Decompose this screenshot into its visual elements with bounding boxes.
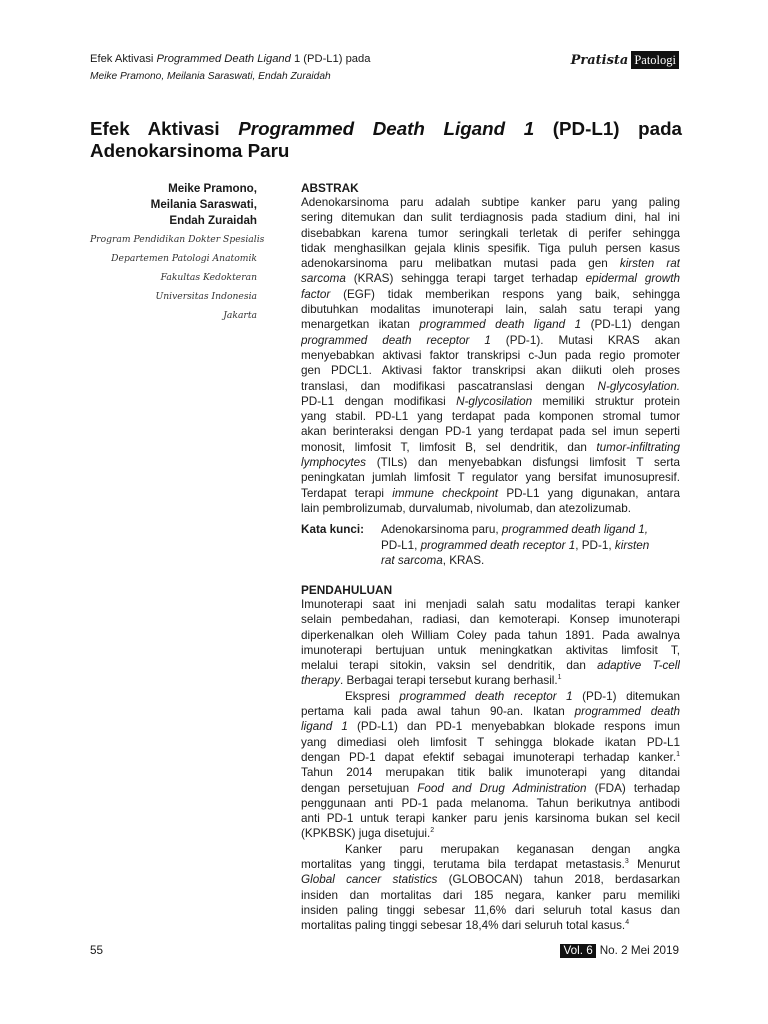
text-line: mortalitas yang tinggi, terutama bila terdapat metastasis.$^3$ Menurut: [301, 858, 680, 872]
author-block: [90, 181, 265, 325]
intro-body: [301, 597, 680, 934]
text-line: (KPKBSK) juga disetujui.$^2$: [301, 827, 435, 841]
affiliation-line: Universitas Indonesia: [155, 291, 257, 302]
text-line: PD-L1 dengan modifikasi N-glycosilation memiliki struktur protein: [301, 394, 680, 408]
citation-superscript: 3: [624, 858, 629, 866]
running-title-text: Efek Aktivasi: [90, 53, 157, 65]
text-line: ligand 1 (PD-L1) dan PD-1 menyebabkan blokade respons imun: [301, 720, 680, 734]
text-line: factor (EGF) tidak memberikan respons yang baik, sehingga: [301, 287, 680, 301]
volume-badge: Vol. 6: [560, 944, 595, 958]
affiliation-line: Program Pendidikan Dokter Spesialis: [90, 234, 265, 245]
text-line: lain pembrolizumab, durvalumab, nivolumab, dan atezolizumab.: [301, 501, 632, 515]
text-line: sering ditemukan dan sulit terdiagnosis pada stadium dini, hal ini: [301, 211, 680, 225]
citation-superscript: 1: [557, 674, 562, 682]
text-line: programmed death receptor 1 (PD-1). Mutasi KRAS akan: [301, 333, 680, 347]
running-title: [90, 52, 370, 66]
text-line: PD-L1, programmed death receptor 1, PD-1, kirsten: [381, 538, 650, 552]
text-line: pertama kali pada awal tahun 90-an. Ikatan programmed death: [301, 705, 680, 719]
text-line: Global cancer statistics (GLOBOCAN) tahun 2018, berdasarkan: [301, 873, 680, 887]
text-line: yang dimediasi oleh limfosit T sehingga blokade ikatan PD-L1: [301, 735, 680, 749]
citation-superscript: 4: [625, 919, 630, 927]
text-line: imunoterapi bertujuan untuk meningkatkan aktivitas limfosit T,: [301, 643, 680, 657]
text-line: disebabkan karena tumor seringkali terletak di perifer sehingga: [301, 226, 680, 240]
text-line: penggunaan anti PD-1 pada melanoma. Tahun berikutnya antibodi: [301, 796, 680, 810]
affiliation-line: Jakarta: [223, 310, 257, 321]
keywords-label: Kata kunci:: [301, 523, 364, 536]
text-line: Imunoterapi saat ini menjadi salah satu modalitas terapi kanker: [301, 598, 680, 611]
text-line: peningkatan jumlah limfosit T regulator yang bersifat imunosupresif.: [301, 471, 680, 485]
text-line: Tahun 2014 merupakan titik balik imunoterapi yang ditandai: [301, 766, 680, 780]
article-title: [90, 118, 682, 162]
text-line: Adenokarsinoma paru adalah subtipe kanker paru yang paling: [301, 196, 680, 209]
text-line: dengan persetujuan Food and Drug Administration (FDA) terhadap: [301, 781, 680, 795]
logo-script: Pratista: [570, 52, 629, 68]
running-title-text-end: 1 (PD-L1) pada: [290, 53, 371, 65]
citation-superscript: 2: [430, 827, 435, 835]
running-title-italic: Programmed Death Ligand: [156, 53, 291, 65]
title-line-1: Efek Aktivasi Programmed Death Ligand 1 (PD-L1) pada: [90, 118, 682, 139]
abstract-heading: ABSTRAK: [301, 181, 359, 195]
abstract-body: [301, 195, 680, 516]
text-line: menargetkan ikatan programmed death ligand 1 (PD-L1) dengan: [301, 318, 680, 332]
text-line: monosit, limfosit T, limfosit B, sel dendritik, dan tumor-infiltrating: [301, 440, 680, 454]
journal-logo: [571, 50, 679, 70]
author-name: Meilania Saraswati,: [150, 198, 257, 211]
text-line: Adenokarsinoma paru, programmed death ligand 1,: [381, 523, 649, 536]
text-line: gen PDCL1. Aktivasi faktor transkripsi akan diikuti oleh proses: [301, 364, 680, 378]
issue-text: No. 2 Mei 2019: [599, 944, 679, 957]
citation-superscript: 1: [676, 751, 680, 759]
text-line: sarcoma (KRAS) sehingga terapi target terhadap epidermal growth: [301, 272, 680, 286]
title-line-2: Adenokarsinoma Paru: [90, 140, 290, 161]
author-name: Endah Zuraidah: [169, 214, 257, 227]
text-line: diperkenalkan oleh William Coley pada tahun 1891. Pada awalnya: [301, 628, 680, 642]
text-line: translasi, dan modifikasi pascatranslasi dengan N-glycosylation.: [301, 379, 680, 393]
intro-heading: PENDAHULUAN: [301, 583, 393, 597]
issue-info: [560, 944, 679, 958]
text-line: Ekspresi programmed death receptor 1 (PD-1) ditemukan: [345, 689, 680, 703]
text-line: selain pembedahan, radiasi, dan kemoterapi. Konsep imunoterapi: [301, 613, 680, 627]
affiliation-line: Fakultas Kedokteran: [160, 272, 257, 283]
text-line: dengan PD-1 dapat efektif sebagai imunoterapi terhadap kanker.$^1$: [301, 750, 680, 764]
text-line: anti PD-1 untuk terapi kanker paru jenis karsinoma bukan sel kecil: [301, 812, 680, 826]
affiliation-line: Departemen Patologi Anatomik: [111, 253, 257, 264]
text-line: insiden paling tinggi sebesar 11,6% dari seluruh total kasus dan: [301, 903, 680, 917]
text-line: rat sarcoma, KRAS.: [381, 554, 485, 567]
text-line: lymphocytes (TILs) dan menyebabkan disfungsi limfosit T serta: [301, 456, 680, 470]
text-line: dibutuhkan modalitas imunoterapi lain, salah satu terapi yang: [301, 303, 680, 317]
text-line: menyebabkan aktivasi faktor transkripsi c-Jun pada regio promoter: [301, 348, 680, 362]
text-line: mortalitas paling tinggi sebesar 18,4% dari seluruh total kasus.$^4$: [301, 919, 630, 933]
text-line: yang stabil. PD-L1 yang terdapat pada komponen stromal tumor: [301, 410, 680, 424]
text-line: therapy. Berbagai terapi tersebut kurang berhasil.$^1$: [301, 674, 562, 688]
author-name: Meike Pramono,: [168, 182, 257, 195]
text-line: tidak menghasilkan gejala klinis spesifik. Tiga puluh persen kasus: [301, 241, 680, 255]
text-line: melalui terapi sitokin, vaksin sel dendritik, dan adaptive T-cell: [301, 659, 680, 673]
keywords-text: [381, 522, 680, 569]
text-line: akan berinteraksi dengan PD-1 yang terdapat pada sel imun seperti: [301, 425, 680, 439]
running-authors: Meike Pramono, Meilania Saraswati, Endah Zuraidah: [90, 71, 331, 82]
text-line: insiden dan mortalitas dari 185 negara, kanker paru memiliki: [301, 888, 680, 902]
page-number: 55: [90, 944, 104, 957]
text-line: adenokarsinoma paru melibatkan mutasi pada gen kirsten rat: [301, 257, 680, 271]
text-line: Terdapat terapi immune checkpoint PD-L1 yang digunakan, antara: [301, 486, 680, 500]
logo-box: Patologi: [631, 51, 679, 69]
text-line: Kanker paru merupakan keganasan dengan angka: [345, 842, 680, 856]
